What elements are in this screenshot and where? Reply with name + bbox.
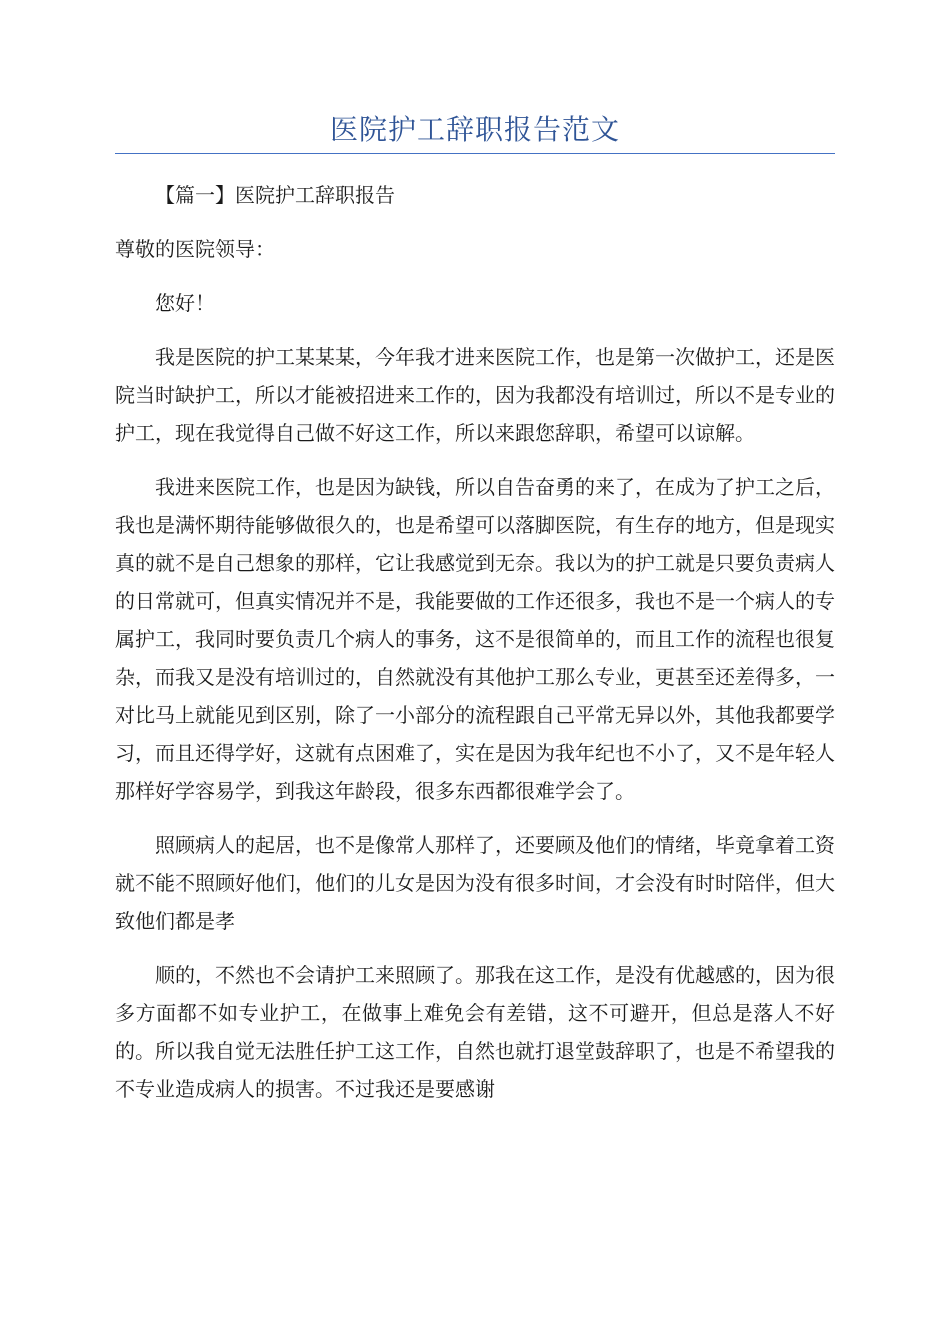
body-paragraph-2: 我进来医院工作，也是因为缺钱，所以自告奋勇的来了，在成为了护工之后，我也是满怀期待能够做很久的，也是希望可以落脚医院，有生存的地方，但是现实真的就不是自己想象的那样，它让我感觉到无奈。我以为的护工就是只要负责病人的日常就可，但真实情况并不是，我能要做的工作还很多，我也不是一个病人的专属护工，我同时要负责几个病人的事务，这不是很简单的，而且工作的流程也很复杂，而我又是没有培训过的，自然就没有其他护工那么专业，更甚至还差得多，一对比马上就能见到区别，除了一小部分的流程跟自己平常无异以外，其他我都要学习，而且还得学好，这就有点困难了，实在是因为我年纪也不小了，又不是年轻人那样好学容易学，到我这年龄段，很多东西都很难学会了。 (115, 475, 835, 803)
body-paragraph-1: 我是医院的护工某某某，今年我才进来医院工作，也是第一次做护工，还是医院当时缺护工，所以才能被招进来工作的，因为我都没有培训过，所以不是专业的护工，现在我觉得自己做不好这工作，所以来跟您辞职，希望可以谅解。 (115, 345, 835, 445)
document-page (115, 108, 835, 1108)
title-underline (115, 153, 835, 154)
body-paragraph-3: 照顾病人的起居，也不是像常人那样了，还要顾及他们的情绪，毕竟拿着工资就不能不照顾好他们，他们的儿女是因为没有很多时间，才会没有时时陪伴，但大致他们都是孝 (115, 833, 835, 933)
document-title: 医院护工辞职报告范文 (329, 113, 620, 146)
body-paragraph-4: 顺的，不然也不会请护工来照顾了。那我在这工作，是没有优越感的，因为很多方面都不如专业护工，在做事上难免会有差错，这不可避开，但总是落人不好的。所以我自觉无法胜任护工这工作，自然也就打退堂鼓辞职了，也是不希望我的不专业造成病人的损害。不过我还是要感谢 (115, 963, 835, 1101)
section-heading: 【篇一】医院护工辞职报告 (155, 183, 395, 207)
salutation: 尊敬的医院领导： (115, 237, 275, 261)
greeting: 您好！ (155, 291, 215, 315)
